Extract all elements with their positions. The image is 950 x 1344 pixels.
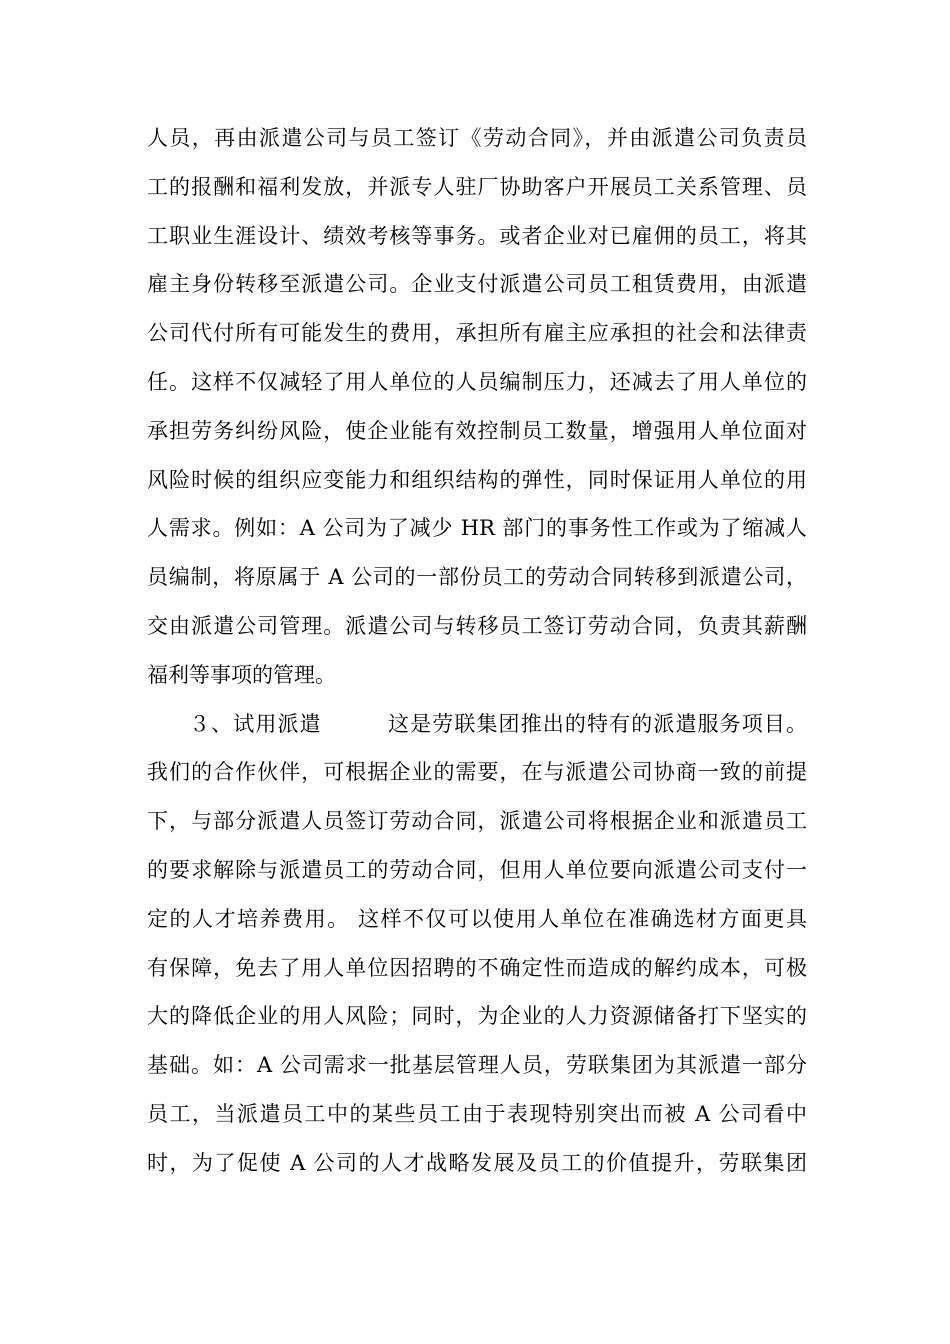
text-line: 任。这样不仅减轻了用人单位的人员编制压力，还减去了用人单位的 (147, 369, 807, 394)
text-line: 我们的合作伙伴，可根据企业的需要，在与派遣公司协商一致的前提 (147, 760, 807, 785)
text-line: 时，为了促使 A 公司的人才战略发展及员工的价值提升，劳联集团 (147, 1150, 807, 1175)
text-line: 人需求。例如：A 公司为了减少 HR 部门的事务性工作或为了缩减人 (147, 516, 807, 541)
text-line: 有保障，免去了用人单位因招聘的不确定性而造成的解约成本，可极 (147, 955, 807, 980)
text-line: 定的人才培养费用。 这样不仅可以使用人单位在准确选材方面更具 (147, 906, 807, 931)
text-line: 公司代付所有可能发生的费用，承担所有雇主应承担的社会和法律责 (147, 321, 807, 346)
text-line: 的要求解除与派遣员工的劳动合同，但用人单位要向派遣公司支付一 (147, 857, 807, 882)
text-line: 人员，再由派遣公司与员工签订《劳动合同》，并由派遣公司负责员 (147, 126, 807, 150)
text-line: 工职业生涯设计、绩效考核等事务。或者企业对已雇佣的员工，将其 (147, 223, 807, 248)
text-line: 工的报酬和福利发放，并派专人驻厂协助客户开展员工关系管理、员 (147, 174, 807, 199)
text-line: 员编制，将原属于 A 公司的一部份员工的劳动合同转移到派遣公司， (147, 565, 807, 590)
text-line: 交由派遣公司管理。派遣公司与转移员工签订劳动合同，负责其薪酬 (147, 613, 807, 638)
text-line: 风险时候的组织应变能力和组织结构的弹性，同时保证用人单位的用 (147, 467, 807, 492)
section-heading-line: ３、试用派遣 这是劳联集团推出的特有的派遣服务项目。 (189, 711, 807, 736)
text-line: 承担劳务纠纷风险，使企业能有效控制员工数量，增强用人单位面对 (147, 418, 807, 443)
text-line: 下，与部分派遣人员签订劳动合同，派遣公司将根据企业和派遣员工 (147, 809, 807, 834)
body-text (147, 114, 807, 1188)
text-line: 福利等事项的管理。 (147, 662, 336, 687)
text-line: 雇主身份转移至派遣公司。企业支付派遣公司员工租赁费用，由派遣 (147, 272, 807, 297)
text-line: 员工，当派遣员工中的某些员工由于表现特别突出而被 A 公司看中 (147, 1101, 807, 1126)
text-line: 基础。如：A 公司需求一批基层管理人员，劳联集团为其派遣一部分 (147, 1053, 807, 1078)
text-line: 大的降低企业的用人风险；同时，为企业的人力资源储备打下坚实的 (147, 1004, 807, 1029)
